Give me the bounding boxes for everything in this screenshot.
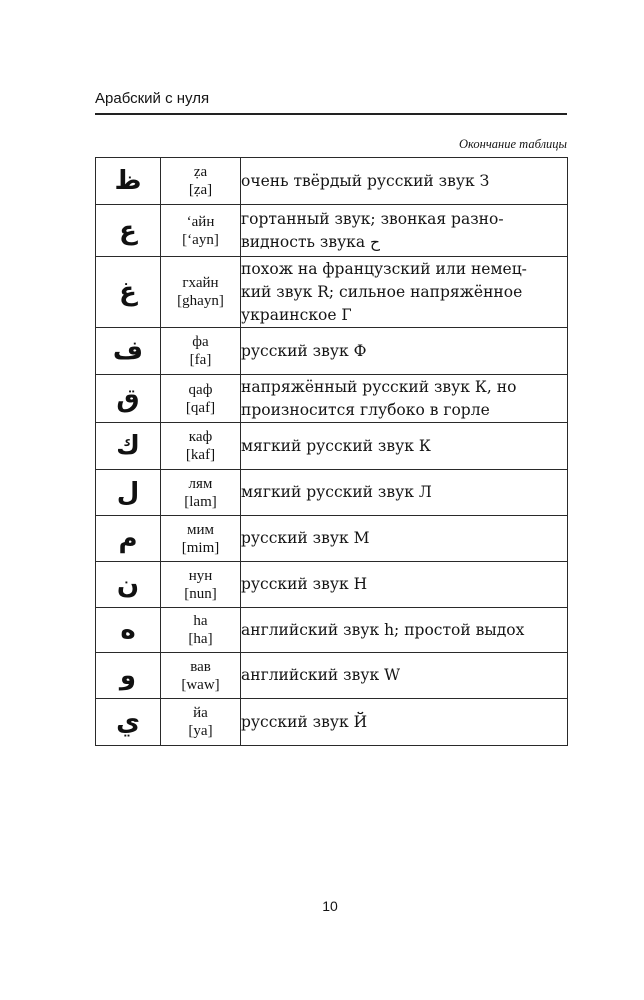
description-line: русский звук Н (241, 575, 368, 593)
page-number: 10 (322, 898, 338, 914)
letter-name: каф (188, 429, 213, 445)
letter-cell (96, 608, 161, 653)
description-line: украинское Г (241, 305, 352, 324)
description-line: английский звук h; простой выдох (241, 620, 525, 639)
description-cell (241, 516, 568, 562)
letter-transcription: [mim] (181, 539, 220, 556)
letter-transcription: [ẓa] (188, 182, 213, 198)
letters-table-body (96, 158, 568, 746)
letter-transcription: [nun] (184, 585, 217, 602)
description-line: произносится глубоко в горле (241, 400, 490, 419)
description-cell (241, 699, 568, 746)
arabic-letter: ي (116, 707, 140, 737)
table-continuation-caption: Окончание таблицы (458, 137, 567, 151)
running-head-title: Арабский с нуля (95, 90, 210, 107)
letter-cell (96, 516, 161, 562)
name-cell (161, 516, 241, 562)
table-row (96, 608, 568, 653)
table-row (96, 516, 568, 562)
description-line: кий звук R; сильное напряжённое (241, 282, 523, 301)
letter-cell (96, 699, 161, 746)
letter-name: гхайн (182, 275, 219, 291)
letter-transcription: [qaf] (185, 399, 216, 416)
name-cell (161, 423, 241, 470)
arabic-letter: ظ (114, 166, 142, 196)
table-row (96, 257, 568, 328)
description-cell (241, 470, 568, 516)
table-row (96, 375, 568, 423)
letter-cell (96, 158, 161, 205)
description-line: английский звук W (241, 666, 401, 684)
letter-cell (96, 562, 161, 608)
table-row (96, 205, 568, 257)
letter-transcription: [ghayn] (177, 293, 224, 309)
letter-name: йа (193, 705, 208, 721)
name-cell (161, 375, 241, 423)
table-row (96, 653, 568, 699)
letter-transcription: [kaf] (185, 447, 216, 463)
name-cell (161, 608, 241, 653)
description-line: русский звук Й (241, 712, 368, 731)
letter-cell (96, 470, 161, 516)
table-row (96, 562, 568, 608)
description-cell (241, 257, 568, 328)
description-cell (241, 375, 568, 423)
table-row (96, 158, 568, 205)
description-cell (241, 158, 568, 205)
arabic-letter: ن (116, 569, 140, 600)
letter-cell (96, 257, 161, 328)
description-cell (241, 205, 568, 257)
letter-cell (96, 423, 161, 470)
description-cell (241, 562, 568, 608)
letter-transcription: [ʻayn] (182, 231, 219, 248)
arabic-letter: ل (116, 477, 140, 508)
letter-name: мим (186, 521, 214, 538)
table-row (96, 470, 568, 516)
description-line: русский звук Ф (241, 341, 367, 360)
arabic-letter: ه (120, 615, 136, 645)
header-rule (95, 113, 567, 115)
table-row (96, 423, 568, 470)
arabic-letters-table (95, 157, 568, 746)
letter-transcription: [ya] (188, 723, 213, 739)
letter-name: фа (192, 334, 209, 350)
letter-name: qаф (188, 381, 213, 398)
arabic-letter: و (119, 660, 137, 691)
arabic-letter: غ (119, 277, 137, 307)
letter-cell (96, 205, 161, 257)
letter-transcription: [lam] (184, 493, 217, 510)
letter-cell (96, 375, 161, 423)
name-cell (161, 562, 241, 608)
description-line: напряжённый русский звук К, но (241, 377, 517, 396)
arabic-letter: ك (116, 431, 140, 461)
letter-cell (96, 653, 161, 699)
letter-transcription: [fa] (189, 352, 212, 368)
letter-name: ʻайн (186, 213, 215, 230)
letter-name: ha (193, 613, 208, 629)
name-cell (161, 257, 241, 328)
arabic-letter: ع (119, 215, 137, 246)
letter-name: вав (190, 658, 211, 675)
letter-name: ẓa (193, 164, 208, 180)
description-line: похож на французский или немец- (241, 259, 527, 278)
description-line: мягкий русский звук Л (241, 483, 432, 501)
description-cell (241, 653, 568, 699)
description-cell (241, 328, 568, 375)
name-cell (161, 328, 241, 375)
description-line: русский звук М (241, 529, 370, 547)
name-cell (161, 699, 241, 746)
letter-transcription: [waw] (181, 676, 220, 693)
description-line: видность звука ح (241, 232, 381, 251)
name-cell (161, 470, 241, 516)
letter-cell (96, 328, 161, 375)
description-cell (241, 608, 568, 653)
description-line: мягкий русский звук К (241, 436, 431, 455)
arabic-letter: م (118, 523, 138, 554)
description-line: очень твёрдый русский звук З (241, 171, 490, 190)
name-cell (161, 653, 241, 699)
table-row (96, 699, 568, 746)
arabic-letter: ف (112, 336, 144, 366)
name-cell (161, 158, 241, 205)
letter-transcription: [ha] (188, 631, 213, 647)
description-line: гортанный звук; звонкая разно- (241, 209, 504, 228)
letter-name: нун (188, 567, 213, 584)
description-cell (241, 423, 568, 470)
arabic-letter: ق (116, 383, 140, 414)
letter-name: лям (188, 475, 213, 492)
table-row (96, 328, 568, 375)
name-cell (161, 205, 241, 257)
